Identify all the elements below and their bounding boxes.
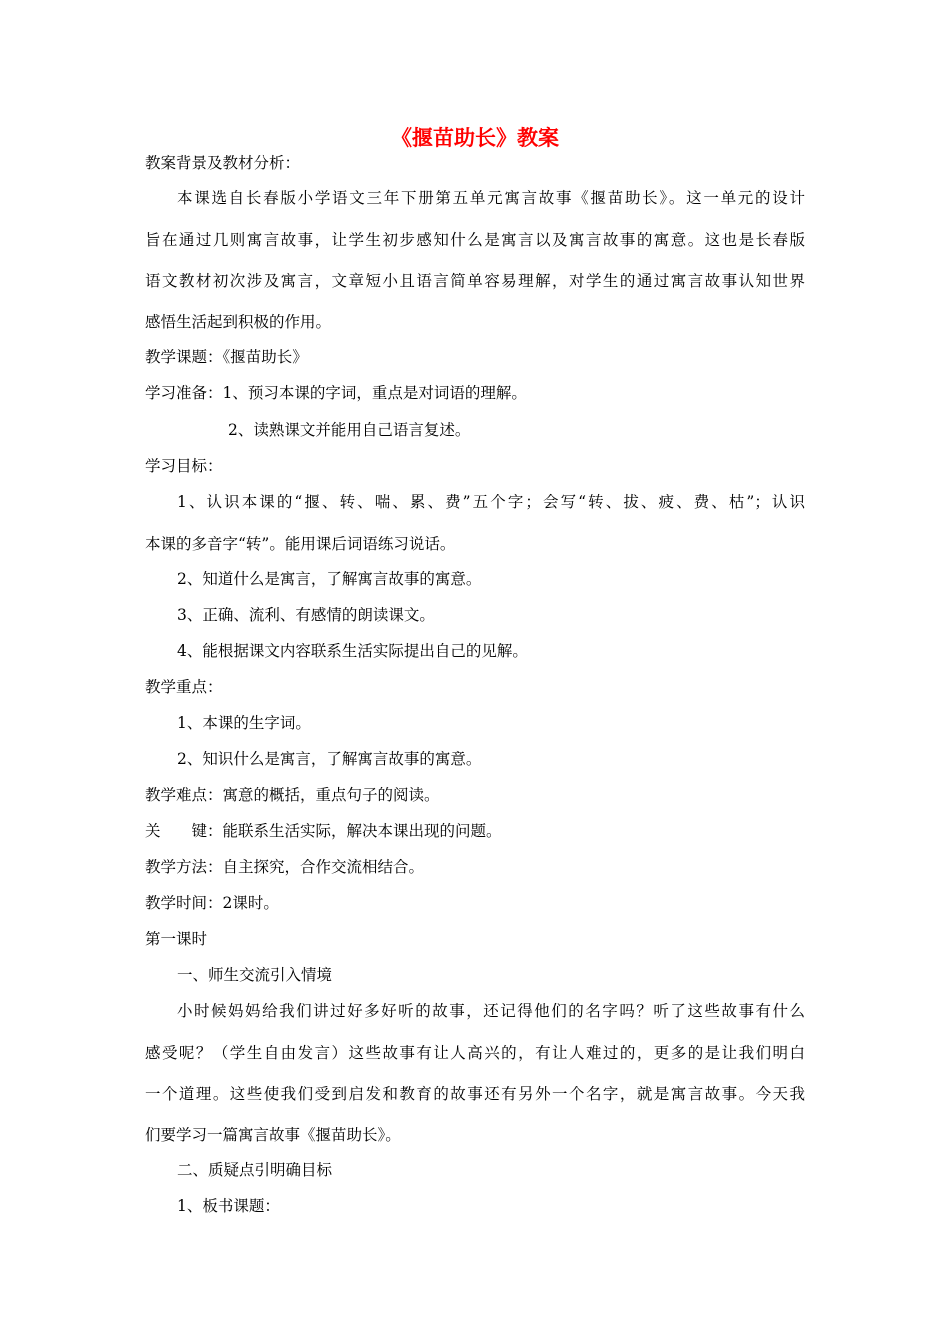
objective-item: 1、认识本课的“揠、转、喘、累、费”五个字；会写“转、拔、疲、费、枯”；认识 — [177, 493, 805, 511]
preparation-item: 2、读熟课文并能用自己语言复述。 — [228, 421, 471, 439]
preparation-item: 学习准备：1、预习本课的字词，重点是对词语的理解。 — [145, 384, 527, 402]
document-title: 《揠苗助长》教案 — [391, 125, 559, 150]
step-heading: 一、师生交流引入情境 — [177, 966, 333, 984]
paragraph-line: 们要学习一篇寓言故事《揠苗助长》。 — [145, 1126, 401, 1144]
section-heading-objectives: 学习目标： — [145, 457, 223, 475]
difficult-points: 教学难点：寓意的概括，重点句子的阅读。 — [145, 786, 440, 804]
section-heading-background: 教案背景及教材分析： — [145, 154, 301, 172]
step-item: 1、板书课题： — [177, 1197, 280, 1215]
objective-item: 3、正确、流利、有感情的朗读课文。 — [177, 606, 435, 624]
objective-item-continued: 本课的多音字“转”。能用课后词语练习说话。 — [145, 535, 456, 553]
paragraph-line: 感悟生活起到积极的作用。 — [145, 313, 332, 331]
paragraph-line: 一个道理。这些使我们受到启发和教育的故事还有另外一个名字，就是寓言故事。今天我 — [145, 1085, 805, 1103]
paragraph-line: 本课选自长春版小学语文三年下册第五单元寓言故事《揠苗助长》。这一单元的设计 — [177, 189, 805, 207]
key-point-item: 1、本课的生字词。 — [177, 714, 311, 732]
objective-item: 2、知道什么是寓言，了解寓言故事的寓意。 — [177, 570, 482, 588]
paragraph-line: 感受呢？（学生自由发言）这些故事有让人高兴的，有让人难过的，更多的是让我们明白 — [145, 1044, 805, 1062]
lesson-topic: 教学课题：《揠苗助长》 — [145, 348, 308, 366]
lesson-one-heading: 第一课时 — [145, 930, 208, 948]
paragraph-line: 语文教材初次涉及寓言，文章短小且语言简单容易理解，对学生的通过寓言故事认知世界 — [145, 272, 805, 290]
key-point-item: 2、知识什么是寓言，了解寓言故事的寓意。 — [177, 750, 482, 768]
key-item: 关 键：能联系生活实际，解决本课出现的问题。 — [145, 822, 502, 840]
section-heading-key-points: 教学重点： — [145, 678, 223, 696]
step-heading: 二、质疑点引明确目标 — [177, 1161, 333, 1179]
paragraph-line: 小时候妈妈给我们讲过好多好听的故事，还记得他们的名字吗？听了这些故事有什么 — [177, 1002, 805, 1020]
teaching-method: 教学方法：自主探究，合作交流相结合。 — [145, 858, 425, 876]
objective-item: 4、能根据课文内容联系生活实际提出自己的见解。 — [177, 642, 528, 660]
paragraph-line: 旨在通过几则寓言故事，让学生初步感知什么是寓言以及寓言故事的寓意。这也是长春版 — [145, 231, 805, 249]
teaching-time: 教学时间：2课时。 — [145, 894, 279, 912]
